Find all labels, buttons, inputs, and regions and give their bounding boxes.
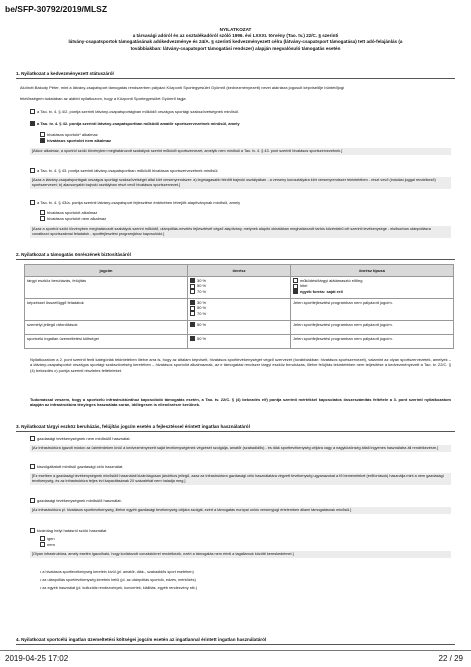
- jogcim-cell: tárgyi eszköz beruházás, felújítás: [25, 277, 188, 299]
- note-box: [Azaz a sportról szóló törvényben meghatározott szabályok szerint működő, utánpótlás-nevelés fejlesztését végző alapítvány, melynek alapító okiratában meghatározott tartós közérdekű cél szerinti tevékenysége - elsősorban utánpótlásra vonatkozó sportszakmai feladatok - sportfejlesztési programjához kapcsolódó.]: [30, 226, 451, 238]
- option-label: a Tao. tv. 4. § 43. pontja szerinti látvány-csapatsportban működő hivatásos sportszervezetnek minősül.: [37, 168, 219, 173]
- checkbox[interactable]: [190, 322, 195, 327]
- percent-cell: [188, 335, 291, 349]
- source-option: [293, 289, 451, 294]
- section-1-intro-2: felelősségem tudatában az alábbi nyilatkozom, hogy a Központi Sportegyesület Gyömrő tagja: [20, 96, 186, 101]
- table-row: [25, 299, 454, 321]
- percent-label: 50 %: [197, 283, 207, 289]
- percent-label: 70 %: [197, 310, 207, 316]
- list-item: • a hivatásos sportlevékenység keretein kívül (pl. amatőr, diák-, szabadidős sport esetében): [40, 570, 194, 574]
- self-contribution-table: [24, 264, 454, 349]
- percent-cell: [188, 321, 291, 335]
- option-label: hivatásos sportolót nem alkalmaz: [47, 138, 112, 143]
- percent-label: 50 %: [197, 305, 207, 311]
- document-id: be/SFP-30792/2019/MLSZ: [5, 4, 108, 14]
- list-item-text: az egyéb használat (pl. kulturális rendezvények, koncertek, kiállítás, egyéb rendezvény stb.): [42, 586, 198, 590]
- option-row: [30, 168, 451, 173]
- source-option: [293, 336, 451, 341]
- declaration-paragraph: Nyilatkozatom a 2. pont szerinti fenti kategóriák tekintetében illetve arra is, hogy az általam képviselt, hivatásos sportlevékenységet végző szervezet (továbbiakban: hivatásos sportszervezet), valamint az olyan sportszervezetek, amelyek – a látvány-csapatsportot országos sportági szakszövetség keretében – hivatásos sportolót alkalmaznak, az e támogatási rendszer tárgyi eszköz beruházás, illetve felújítás tekintetében nem teljesítése a kedvezményezett a Tao. tv. 22/C. § (4) bekezdés c) pontja szerinti részletes feltételeket.: [30, 357, 451, 373]
- checkbox[interactable]: [40, 138, 45, 143]
- source-cell: [291, 321, 454, 335]
- percent-label: 30 %: [197, 300, 207, 305]
- source-label: Jelen sportfejlesztési programban nem pályázott jogcím.: [293, 336, 393, 341]
- checkbox[interactable]: [30, 200, 35, 205]
- column-header: önrész: [188, 265, 291, 277]
- percent-label: 50 %: [197, 336, 207, 341]
- percent-option: [190, 311, 288, 316]
- checkbox[interactable]: [30, 498, 35, 503]
- note-box: [Akkor alkalmaz, a sportról szóló törvényben meghatározott szabályok szerint működő sportszervezet, amelyik nem minősül a Tao. tv. 4. § 43. pont szerinti hivatásos sportszervezetnek.]: [30, 148, 451, 155]
- checkbox[interactable]: [30, 168, 35, 173]
- list-item: • az egyéb használat (pl. kulturális rendezvények, koncertek, kiállítás, egyéb rendezvény stb.): [40, 586, 198, 590]
- acknowledgement-paragraph: Tudomással veszem, hogy a sportcélú infrastruktúrához kapcsolódó támogatás esetén, a Tao. tv. 22/C. § (4) bekezdés e/f) pontja szerinti mértékkel kapcsolatos összeszámítás feltétele a 3. pont szerinti nyilatkozatom alapján az infrastruktúra tényleges használata során, időlegesen is ellenőrzésre kerülnek.: [30, 397, 451, 408]
- option-label: hivatásos sportolót nem alkalmaz: [47, 216, 107, 221]
- note-box: [Azaz a látvány-csapatsportágak országos sportági szakszövetségei által kiírt versenyrendszer: a) legmagasabb felnőtt bajnoki osztályában - a verseny korosztályára kiírt versenyrendszer tekintetében - részt vevő (indulási joggal rendelkező) sportszervezet; b) alacsonyabb bajnoki osztályban részt vevő hivatásos sportszervezet.]: [30, 177, 451, 189]
- title-line-3: látvány-csapatsportok támogatásának adókedvezménye és 24/A. § szerinti kedvezményezett célra (látvány-csapatsport támogatása) tett adó-felajánlás (a: [68, 39, 403, 45]
- option-row: [30, 528, 451, 533]
- source-label: Jelen sportfejlesztési programban nem pályázott jogcím.: [293, 300, 393, 305]
- column-header: önrész típusa: [291, 265, 454, 277]
- sub-option-row: [40, 132, 451, 137]
- percent-option: [190, 336, 288, 341]
- table-row: [25, 277, 454, 299]
- option-label: a Tao. tv. 4. § 43/a. pontja szerinti látvány-csapatsport fejlesztése érdekében létrejött alapítványnak minősül, amely: [37, 200, 241, 205]
- sub-option-row: [40, 542, 451, 547]
- option-label: kiszolgáltatott minősül gazdasági célú használat.: [37, 464, 124, 469]
- source-option: [293, 322, 451, 327]
- list-item-text: az utánpótlás sportlevékenység keretein belül (pl. az utánpótlás sportoló, edzés, mérkőzés): [42, 578, 196, 582]
- checkbox[interactable]: [30, 109, 35, 114]
- list-item: • az utánpótlás sportlevékenység keretein belül (pl. az utánpótlás sportoló, edzés, mérkőzés): [40, 578, 196, 582]
- section-1-intro-1: Alulírott Bakody Péter, mint a látvány-csapatsport támogatás rendszerben pályázó Központi Sportegyesület Gyömrő (kedvezményezett) nevei aláírásra jogosult képviselője büntetőjogi: [20, 85, 344, 90]
- option-row: [30, 464, 451, 469]
- title-line-1: NYILATKOZAT: [219, 27, 252, 32]
- percent-cell: [188, 299, 291, 321]
- checkbox[interactable]: [190, 311, 195, 316]
- checkbox[interactable]: [40, 542, 45, 547]
- list-item-text: a hivatásos sportlevékenység keretein kívül (pl. amatőr, diák-, szabadidős sport esetében): [42, 570, 194, 574]
- percent-cell: [188, 277, 291, 299]
- option-label: hivatásos sportoló* alkalmaz: [47, 132, 98, 137]
- section-divider: [16, 259, 455, 260]
- source-label: hitel: [300, 283, 308, 289]
- footer-date: 2019-04-25 17:02: [5, 654, 69, 663]
- jogcim-cell: sportcélú ingatlan üzemeltetési költségei: [25, 335, 188, 349]
- source-label: működési/tárgyi alátámasztó előleg: [300, 278, 363, 283]
- option-label: gazdasági tevékenységnek minősülő használat.: [37, 498, 122, 503]
- option-row: [30, 121, 451, 126]
- option-row: [30, 436, 451, 441]
- table-row: [25, 335, 454, 349]
- sub-option-row: [40, 536, 451, 541]
- title-line-4: továbbiakban: látvány-csapatsport támogatási rendszer) alapján megvalósuló támogatás esetén: [130, 45, 341, 51]
- jogcim-cell: képzéssel összefüggő feladatok: [25, 299, 188, 321]
- checkbox[interactable]: [30, 528, 35, 533]
- option-label: kizárólag helyi hatásról szóló használat: [37, 528, 107, 533]
- percent-label: 30 %: [197, 278, 207, 283]
- note-box: [Ez esetben a gazdasági tevékenységnek minősülő használati kizárólagosan járulékos jellegű, azaz az infrastruktúra gazdasági célú használatára végzett tevékenység ugyanazokat a fő bemeneteket (erőforrások) használja mint a nem gazdasági tevékenység, és az infrastruktúra teljes évi kapacitásának 20 százalékát nem haladja meg.]: [30, 473, 451, 485]
- sub-option-row: [40, 210, 451, 215]
- section-1-heading: 1. Nyilatkozat a kedvezményezett státuszáról: [16, 71, 114, 76]
- percent-label: 50 %: [197, 322, 207, 327]
- option-label: igen: [47, 536, 55, 541]
- section-2-heading: 2. Nyilatkozat a támogatás önrészének biztosításáról: [16, 252, 131, 257]
- option-label: a Tao. tv. 4. § 4/2. pontja szerinti látvány-csapatsportágban működő országos sportági szakszövetségnek minősül.: [37, 109, 239, 114]
- checkbox[interactable]: [40, 210, 45, 215]
- percent-option: [190, 322, 288, 327]
- column-header: jogcím: [25, 265, 188, 277]
- page-number: 22 / 29: [438, 654, 463, 663]
- table-row: [25, 321, 454, 335]
- checkbox[interactable]: [190, 289, 195, 294]
- note-box: [Az infrastruktúra pl. hivatásos sportlevékenység, illetve egyéb gazdasági tevékenység céljára szolgál, ezért a támogatás európai uniós versenyjogi értelemben állami támogatásnak minősül.]: [30, 507, 451, 514]
- checkbox[interactable]: [40, 216, 45, 221]
- option-label: hivatásos sportolót alkalmaz: [47, 210, 98, 215]
- section-3-heading: 3. Nyilatkozat tárgyi eszköz beruházás, felújítás jogcím esetén a fejlesztéssel érintett ingatlan használatáról: [16, 424, 250, 429]
- source-cell: [291, 335, 454, 349]
- sub-option-row: [40, 138, 451, 143]
- source-cell: [291, 299, 454, 321]
- source-option: [293, 300, 451, 305]
- checkbox[interactable]: [190, 336, 195, 341]
- checkbox[interactable]: [293, 289, 298, 294]
- option-row: [30, 200, 451, 205]
- percent-option: [190, 289, 288, 294]
- note-box: [Olyan infrastruktúra, amely esetén igazolható, hogy korlátozott vonzáskörrel rendelkezik, ezért a támogatás nem érinti a tagállamok közötti kereskedelmet.]: [30, 551, 451, 558]
- option-label: nem: [47, 542, 55, 547]
- sub-option-row: [40, 216, 451, 221]
- option-label: gazdasági tevékenységnek nem minősülő használat.: [37, 436, 131, 441]
- option-label: a Tao. tv. 4. § 42. pontja szerinti látvány-csapatsportban működő amatőr sportszervezetnek minősül, amely: [37, 121, 240, 126]
- source-cell: [291, 277, 454, 299]
- footer-divider: [0, 650, 471, 651]
- section-divider: [16, 431, 455, 432]
- source-label: Jelen sportfejlesztési programban nem pályázott jogcím.: [293, 322, 393, 327]
- checkbox[interactable]: [40, 536, 45, 541]
- section-4-heading: 4. Nyilatkozat sportcélú ingatlan üzemeltetési költségei jogcím esetén az ingatlannal érintett ingatlan használatáról: [16, 637, 267, 642]
- option-row: [30, 498, 451, 503]
- option-row: [30, 109, 451, 114]
- checkbox[interactable]: [30, 464, 35, 469]
- section-divider: [16, 78, 455, 79]
- title-line-2: a társasági adóról és az osztalékadóról szóló 1996. évi LXXXI. törvény (Tao. tv.) 22/C. § szerinti: [132, 33, 339, 39]
- section-divider: [16, 644, 455, 645]
- document-title: [20, 27, 451, 52]
- checkbox[interactable]: [40, 132, 45, 137]
- checkbox[interactable]: [30, 121, 35, 126]
- source-label: egyéb forrás: saját erő: [300, 288, 343, 294]
- checkbox[interactable]: [30, 436, 35, 441]
- percent-label: 70 %: [197, 288, 207, 294]
- note-box: [Az infrastruktúra igazolt módon az üzletérdeken kívül a kedvezményezett saját tevékenységének végzését szolgálja, amatőr (szabadidős) - és diák sporttevékenység céljára vagy a nagyközönség általi ingyenes használatra áll rendelkezésre.]: [30, 445, 451, 452]
- jogcim-cell: személyi jellegű ráfordítások: [25, 321, 188, 335]
